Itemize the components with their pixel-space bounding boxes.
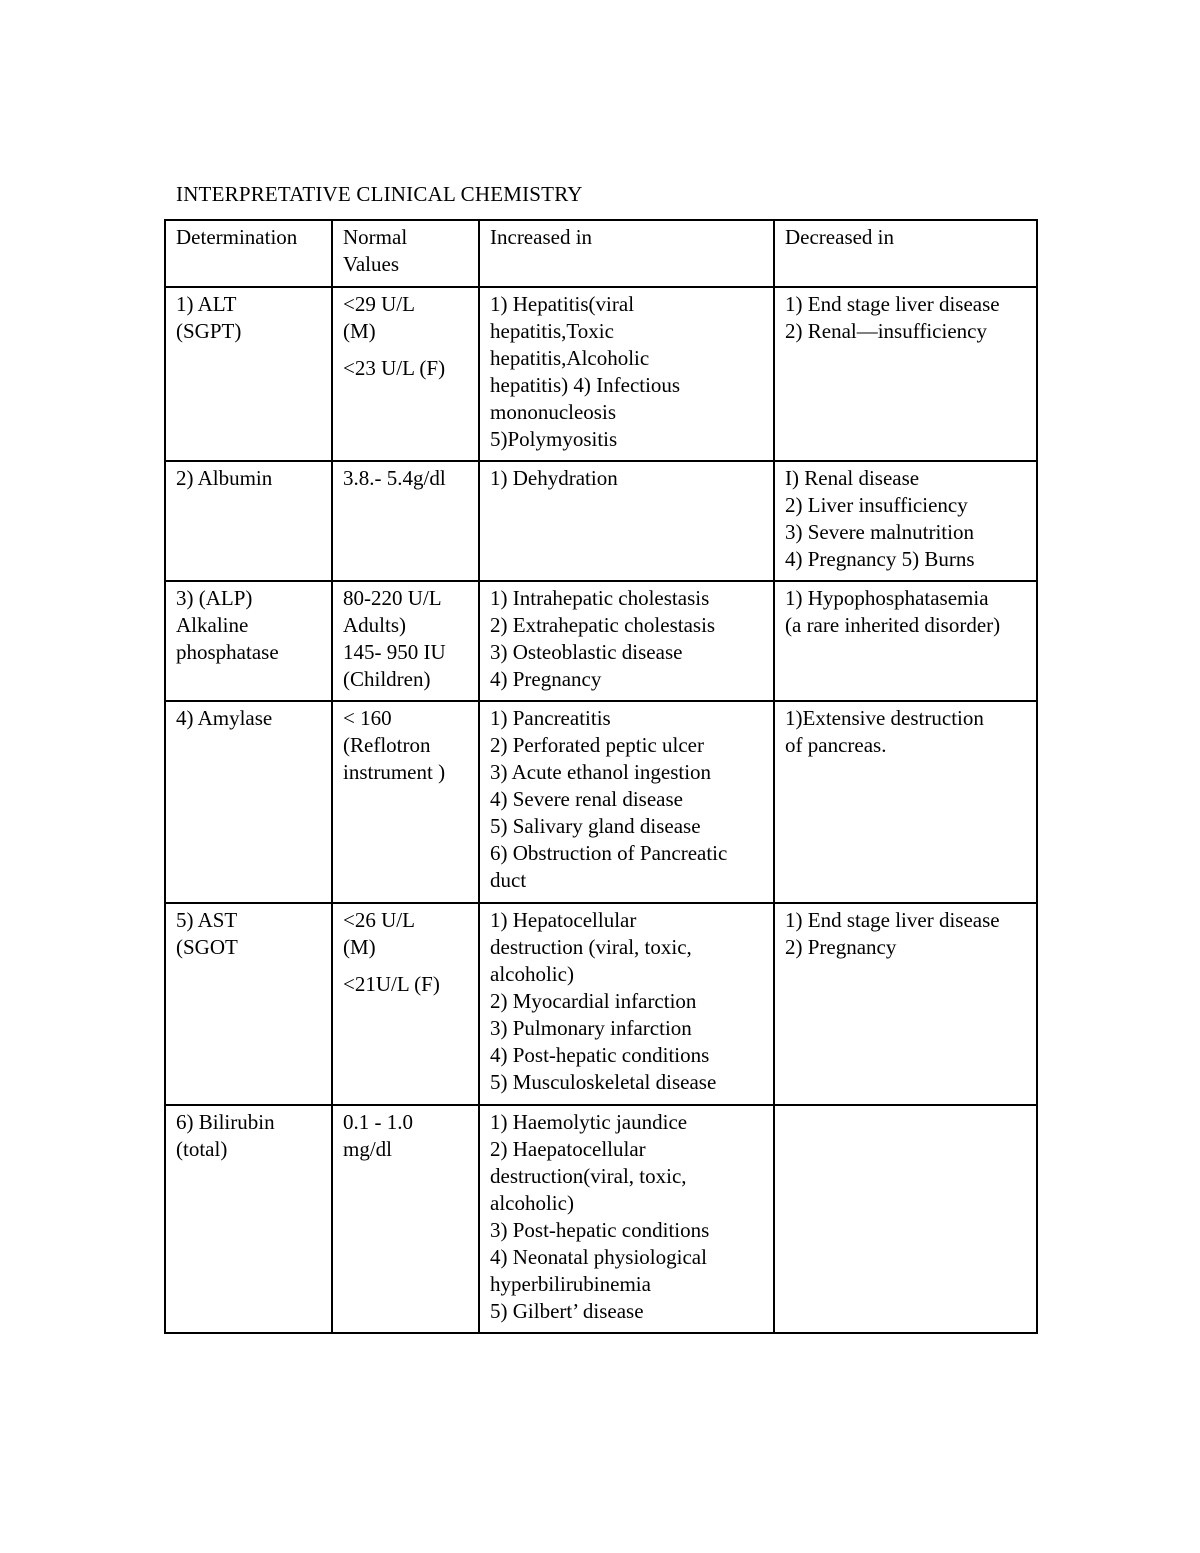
cell-text-line: duct [490,868,527,892]
cell-determination [165,287,332,461]
cell-text-line: (SGPT) [176,319,242,343]
cell-text-line: 1) Haemolytic jaundice [490,1110,688,1134]
cell-increased-in [479,1105,774,1333]
cell-text-line: Determination [176,225,298,249]
cell-text-line: 2) Myocardial infarction [490,989,697,1013]
cell-text-line: 2) Albumin [176,466,273,490]
cell-text-line: <26 U/L [343,908,415,932]
cell-text-line: 5) AST [176,908,238,932]
cell-text-line: 3) Severe malnutrition [785,520,974,544]
clinical-chemistry-table [164,219,1038,1334]
cell-text-line: 3) Osteoblastic disease [490,640,683,664]
cell-text-line: 1) Hepatocellular [490,908,637,932]
cell-text-line: Values [343,252,399,276]
cell-text-line: 1) End stage liver disease [785,292,1000,316]
cell-text-line: (Reflotron [343,733,431,757]
table-row [165,581,1037,701]
cell-normal-values [332,1105,479,1333]
cell-text-line: 1) End stage liver disease [785,908,1000,932]
cell-text-line: 1) Pancreatitis [490,706,611,730]
cell-text-line: 4) Severe renal disease [490,787,683,811]
cell-determination [165,701,332,903]
cell-determination [165,581,332,701]
cell-normal-values [332,287,479,461]
cell-text-line: 4) Neonatal physiological [490,1245,707,1269]
cell-text-line: 3) (ALP) [176,586,253,610]
cell-text-line: 145- 950 IU [343,640,446,664]
table-row [165,287,1037,461]
cell-text-line: <29 U/L [343,292,415,316]
cell-text-line: 5)Polymyositis [490,427,618,451]
cell-text-line: mononucleosis [490,400,616,424]
cell-determination [165,1105,332,1333]
cell-text-line: 3) Pulmonary infarction [490,1016,692,1040]
header-increased-in [479,220,774,287]
cell-text-line: Alkaline [176,613,249,637]
table-row [165,903,1037,1105]
cell-text-line: Decreased in [785,225,895,249]
cell-text-line: 3) Acute ethanol ingestion [490,760,712,784]
header-normal-values [332,220,479,287]
cell-determination [165,461,332,581]
cell-text-line: 3) Post-hepatic conditions [490,1218,710,1242]
cell-text-line: 0.1 - 1.0 [343,1110,413,1134]
cell-text-line: 1) Intrahepatic cholestasis [490,586,710,610]
cell-text-line: 6) Bilirubin [176,1110,275,1134]
cell-text-line: 80-220 U/L [343,586,442,610]
table-row [165,701,1037,903]
cell-increased-in [479,903,774,1105]
table-row [165,1105,1037,1333]
table-header-row [165,220,1037,287]
cell-increased-in [479,287,774,461]
cell-text-line: 2) Haepatocellular [490,1137,646,1161]
cell-text-line: 4) Post-hepatic conditions [490,1043,710,1067]
cell-decreased-in [774,287,1037,461]
cell-decreased-in [774,701,1037,903]
cell-text-line: 2) Liver insufficiency [785,493,968,517]
cell-increased-in [479,581,774,701]
cell-text-line: 5) Gilbert’ disease [490,1299,644,1323]
cell-decreased-in [774,1105,1037,1333]
cell-text-line: Normal [343,225,408,249]
cell-normal-values [332,903,479,1105]
cell-text-line: alcoholic) [490,1191,574,1215]
cell-normal-values [332,701,479,903]
cell-text-line: Increased in [490,225,593,249]
cell-text-line: <23 U/L (F) [343,356,446,380]
cell-decreased-in [774,461,1037,581]
page-title: INTERPRETATIVE CLINICAL CHEMISTRY [176,182,583,206]
cell-text-line: 4) Amylase [176,706,273,730]
cell-increased-in [479,701,774,903]
cell-text-line: 5) Musculoskeletal disease [490,1070,717,1094]
cell-text-line: of pancreas. [785,733,887,757]
cell-text-line: 2) Renal—insufficiency [785,319,987,343]
cell-decreased-in [774,581,1037,701]
cell-text-line: (M) [343,319,376,343]
cell-text-line: 2) Pregnancy [785,935,897,959]
cell-text-line: 4) Pregnancy [490,667,602,691]
cell-text-line: hepatitis,Alcoholic [490,346,650,370]
cell-normal-values [332,461,479,581]
cell-text-line: hepatitis,Toxic [490,319,614,343]
cell-text-line: 2) Perforated peptic ulcer [490,733,704,757]
cell-text-line: 2) Extrahepatic cholestasis [490,613,716,637]
cell-text-line: (M) [343,935,376,959]
cell-text-line: hyperbilirubinemia [490,1272,651,1296]
cell-text-line: 3.8.- 5.4g/dl [343,466,446,490]
cell-text-line: hepatitis) 4) Infectious [490,373,681,397]
cell-text-line: destruction(viral, toxic, [490,1164,687,1188]
cell-text-line: mg/dl [343,1137,393,1161]
cell-normal-values [332,581,479,701]
cell-text-line: 1) Hepatitis(viral [490,292,635,316]
cell-text-line: Adults) [343,613,406,637]
cell-decreased-in [774,903,1037,1105]
cell-determination [165,903,332,1105]
cell-text-line: 1) Dehydration [490,466,618,490]
cell-text-line: < 160 [343,706,392,730]
cell-text-line: (SGOT [176,935,238,959]
cell-text-line: I) Renal disease [785,466,920,490]
cell-text-line: 5) Salivary gland disease [490,814,701,838]
cell-text-line: phosphatase [176,640,279,664]
cell-text-line: instrument ) [343,760,446,784]
cell-text-line: destruction (viral, toxic, [490,935,692,959]
cell-text-line: 1) Hypophosphatasemia [785,586,989,610]
cell-text-line: 1)Extensive destruction [785,706,984,730]
cell-text-line: 1) ALT [176,292,237,316]
cell-text-line: 4) Pregnancy 5) Burns [785,547,975,571]
cell-text-line: (a rare inherited disorder) [785,613,1001,637]
table-row [165,461,1037,581]
header-decreased-in [774,220,1037,287]
cell-text-line: alcoholic) [490,962,574,986]
cell-text-line: (Children) [343,667,431,691]
cell-increased-in [479,461,774,581]
header-determination [165,220,332,287]
cell-text-line: <21U/L (F) [343,972,440,996]
cell-text-line: 6) Obstruction of Pancreatic [490,841,728,865]
cell-text-line: (total) [176,1137,228,1161]
